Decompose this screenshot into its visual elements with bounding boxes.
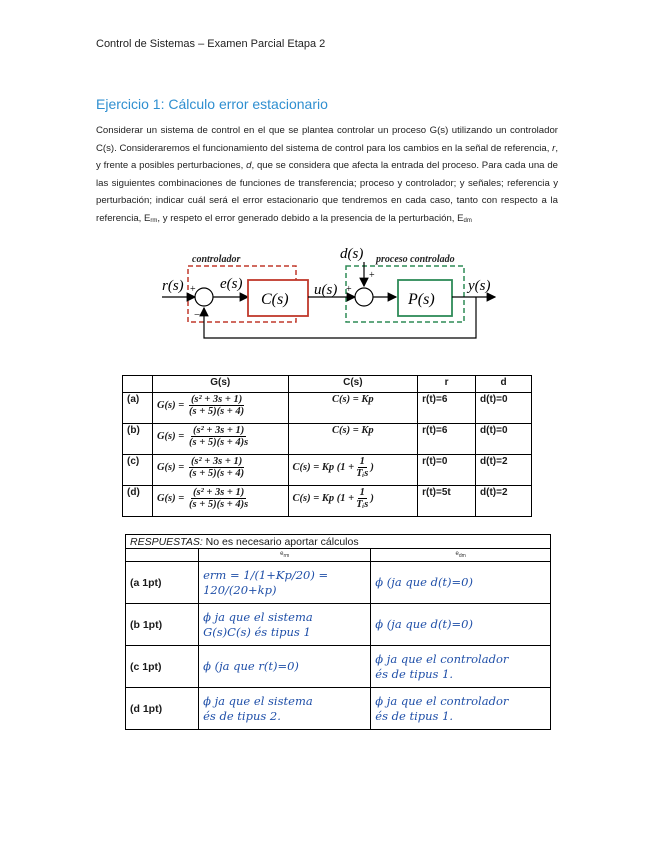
handwritten-answer[interactable]: erm = 1/(1+Kp/20) = 120/(20+kp) [199,562,371,604]
handwritten-answer[interactable]: ϕ ja que el sistema G(s)C(s) és tipus 1 [199,604,371,646]
svg-text:−: − [194,309,201,321]
table-row: (d 1pt) ϕ ja que el sistema és de tipus 2. ϕ ja que el controlador és de tipus 1. [126,688,551,730]
column-header-erm: $e_{rm}$ [199,549,371,562]
svg-text:+: + [346,284,352,295]
exercise-title: Ejercicio 1: Cálculo error estacionario [96,96,328,112]
handwritten-answer[interactable]: ϕ (ja que r(t)=0) [199,646,371,688]
handwritten-answer[interactable]: ϕ ja que el controlador és de tipus 1. [371,688,551,730]
table-row: (c 1pt) ϕ (ja que r(t)=0) ϕ ja que el controlador és de tipus 1. [126,646,551,688]
header-d: d [476,376,532,393]
table-row: (a) G(s) = $\frac{\text{(s² + 3s + 1)}}{(s + 5)(s + 4)}$ C(s) = Kp r(t)=6 d(t)=0 [123,393,532,424]
header-r: r [418,376,476,393]
table-row: (d) G(s) = $\frac{\text{(s² + 3s + 1)}}{(s + 5)(s + 4)s}$ C(s) = Kp (1 + $\frac{1}{\text{Tᵢs}}$ ) r(t)=5t d(t)=2 [123,486,532,517]
signal-d: d(s) [340,246,364,262]
svg-text:+: + [369,270,375,281]
signal-u: u(s) [314,282,338,298]
handwritten-answer[interactable]: ϕ (ja que d(t)=0) [371,562,551,604]
answers-table [125,534,551,730]
table-row: (a 1pt) erm = 1/(1+Kp/20) = 120/(20+kp) ϕ (ja que d(t)=0) [126,562,551,604]
table-row: (c) G(s) = $\frac{\text{(s² + 3s + 1)}}{(s + 5)(s + 4)}$ C(s) = Kp (1 + $\frac{1}{\text{Tᵢs}}$ ) r(t)=0 d(t)=2 [123,455,532,486]
controller-label: controlador [192,254,241,265]
handwritten-answer[interactable]: ϕ (ja que d(t)=0) [371,604,551,646]
header-g: G(s) [152,376,288,393]
process-block-label: P(s) [408,291,435,308]
answers-title: RESPUESTAS: No es necesario aportar cálculos [126,535,551,549]
summing-junction-1 [195,288,213,306]
table-row: (b) G(s) = $\frac{\text{(s² + 3s + 1)}}{(s + 5)(s + 4)s}$ C(s) = Kp r(t)=6 d(t)=0 [123,424,532,455]
signal-e: e(s) [220,276,243,292]
column-header-edm: $e_{dm}$ [371,549,551,562]
handwritten-answer[interactable]: ϕ ja que el sistema és de tipus 2. [199,688,371,730]
controller-block-label: C(s) [261,291,289,308]
summing-junction-2 [355,288,373,306]
signal-r: r(s) [162,278,184,294]
block-diagram [150,242,510,347]
exercise-paragraph: Considerar un sistema de control en el que se plantea controlar un proceso G(s) utilizando un controlador C(s). Consideraremos el funcionamiento del sistema de control para los cambios en la señal de referencia, r, y frente a posibles perturbaciones, d, que se considera que afecta la entrada del proceso. Para cada una de las siguientes combinaciones de funciones de transferencia; proceso y controlador; y señales; referencia y perturbación; indicar cuál será el error estacionario que tendremos en cada caso, tanto con respecto a la referencia, $E_{rm}$, y respeto el error generado debido a la presencia de la perturbación, $E_{dm}$ [96,125,559,224]
page-header: Control de Sistemas – Examen Parcial Etapa 2 [96,38,326,50]
table-header-row [123,376,532,393]
svg-text:+: + [190,284,196,295]
signal-y: y(s) [468,278,491,294]
table-row: (b 1pt) ϕ ja que el sistema G(s)C(s) és tipus 1 ϕ (ja que d(t)=0) [126,604,551,646]
header-c: C(s) [288,376,418,393]
process-label: proceso controlado [376,254,455,265]
handwritten-answer[interactable]: ϕ ja que el controlador és de tipus 1. [371,646,551,688]
transfer-function-table [122,375,532,517]
